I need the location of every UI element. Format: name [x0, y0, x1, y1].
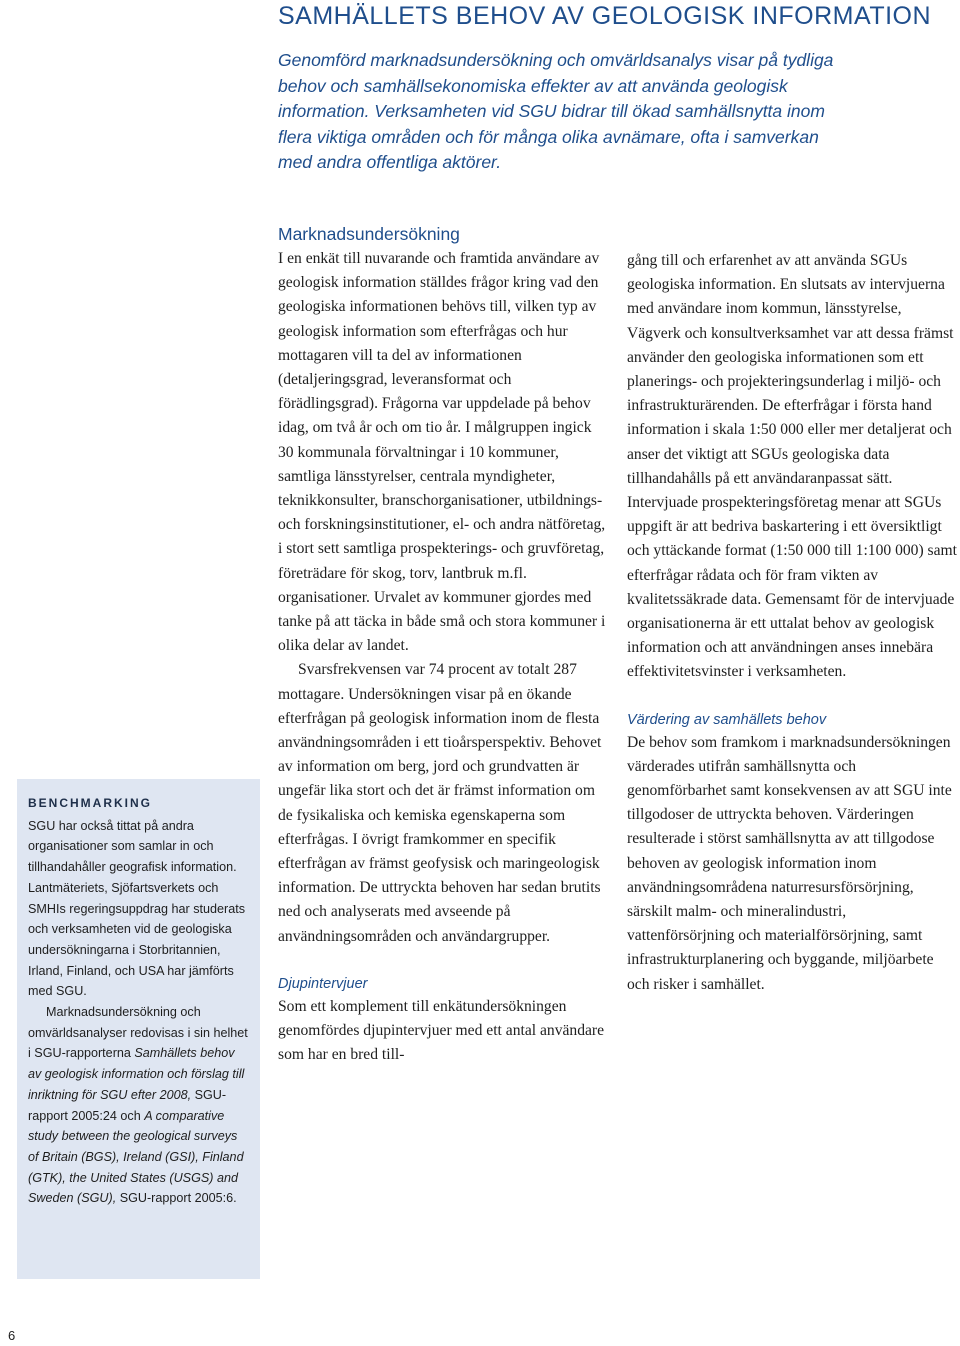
body-paragraph: Svarsfrekvensen var 74 procent av totalt 287 mottagare. Undersökningen visar på en ökande efterfrågan på geologisk information inom de flesta användningsområden i ett tioårsperspektiv. Behovet av information om berg, jord och grundvatten är ungefär lika stort och det är främst information om de fysikaliska och kemiska egenskaperna som efterfrågas. I övrigt framkommer en specifik efterfrågan av främst geofysisk och maringeologisk information. De uttryckta behoven har sedan brutits ned och analyserats med avseende på användningsområden och användargrupper.	[278, 661, 602, 945]
benchmarking-sidebar	[17, 779, 260, 1279]
column-left	[278, 221, 608, 1068]
section-heading-marknadsundersokning: Marknadsundersökning	[278, 224, 460, 244]
sidebar-paragraph-1: SGU har också tittat på andra organisationer som samlar in och tillhandahåller geografisk information. Lantmäteriets, Sjöfartsverkets och SMHIs regeringsuppdrag har studerats och verksamheten vid de geologiska undersökningarna i Storbritannien, Irland, Finland, och USA har jämförts med SGU.	[28, 818, 246, 999]
report-title-1: Samhällets behov av geologisk information och förslag till inriktning för SGU efter 2008,	[28, 1046, 245, 1102]
sidebar-text: SGU-rapport 2005:24 och	[28, 1087, 227, 1123]
intro-paragraph: Genomförd marknadsundersökning och omvärldsanalys visar på tydliga behov och samhällsekonomiska effekter av att använda geologisk information. Verksamheten vid SGU bidrar till ökad samhällsnytta inom flera viktiga områden och för många olika avnämare, ofta i samverkan med andra offentliga aktörer.	[278, 50, 834, 172]
subheading-djupintervjuer: Djupintervjuer	[278, 975, 368, 992]
page-title: SAMHÄLLETS BEHOV AV GEOLOGISK INFORMATION	[278, 2, 932, 30]
sidebar-paragraph-2	[28, 1002, 250, 1209]
sidebar-text: SGU-rapport 2005:6.	[119, 1191, 237, 1206]
report-title-2: A comparative study between the geological surveys of Britain (BGS), Ireland (GSI), Finland (GTK), the United States (USGS) and Sweden (SGU),	[28, 1108, 244, 1206]
body-paragraph: De behov som framkom i marknadsundersökningen värderades utifrån samhällsnytta och genomförbarhet samt konsekvensen av att SGU inte tillgodoser de uttryckta behoven. Värderingen resulterade i störst samhällsnytta av att tillgodose behoven av geologisk information inom användningsområdena naturresursförsörjning, särskilt malm- och mineralindustri, vattenförsörjning och materialförsörjning, samt infrastrukturplanering och byggande, miljöarbete och risker i samhället.	[627, 733, 952, 993]
subheading-vardering: Värdering av samhällets behov	[627, 711, 827, 728]
body-paragraph: gång till och erfarenhet av att använda SGUs geologiska information. En slutsats av intervjuerna med användare inom kommun, länsstyrelse, Vägverk och konsultverksamhet var att dessa främst använder den geologiska informationen som ett planerings- och projekteringsunderlag i miljö- och infrastrukturärenden. De efterfrågar i första hand information i skala 1:50 000 eller mer detaljerat och anser det viktigt att SGUs geologiska data tillhandahålls på ett användaranpassat sätt. Intervjuade prospekteringsföretag menar att SGUs uppgift är att bedriva baskartering i ett översiktligt och yttäckande format (1:50 000 till 1:100 000) samt efterfrågar rådata och för fram vikten av kvalitetssäkrade data. Gemensamt för de intervjuade organisationerna är ett uttalat behov av geologisk information och att användningen anses innebära effektivitetsvinster i verksamheten.	[627, 252, 957, 681]
column-right	[627, 249, 957, 997]
page-number: 6	[8, 1328, 16, 1343]
body-paragraph: Som ett komplement till enkätundersökningen genomfördes djupintervjuer med ett antal användare som har en bred till-	[278, 997, 605, 1064]
intro-text	[278, 48, 838, 176]
sidebar-heading: BENCHMARKING	[28, 796, 152, 810]
body-paragraph: I en enkät till nuvarande och framtida användare av geologisk information ställdes frågor kring vad den geologiska informationen behövs till, vilken typ av geologisk information som efterfrågas och hur mottagaren vill ta del av informationen (detaljeringsgrad, leveransformat och förädlingsgrad). Frågorna var uppdelade på behov idag, om två år och om tio år. I målgruppen ingick 30 kommunala förvaltningar i 10 kommuner, samtliga länsstyrelser, centrala myndigheter, teknikkonsulter, branschorganisationer, utbildnings- och forskningsinstitutioner, el- och andra nätföretag, i stort sett samtliga prospekterings- och gruvföretag, företrädare för skog, torv, lantbruk m.fl. organisationer. Urvalet av kommuner gjordes med tanke på att täcka in både små och stora kommuner i olika delar av landet.	[278, 250, 606, 655]
sidebar-text: Marknadsundersökning och omvärldsanalyser redovisas i sin helhet i SGU-rapporterna	[28, 1005, 248, 1061]
